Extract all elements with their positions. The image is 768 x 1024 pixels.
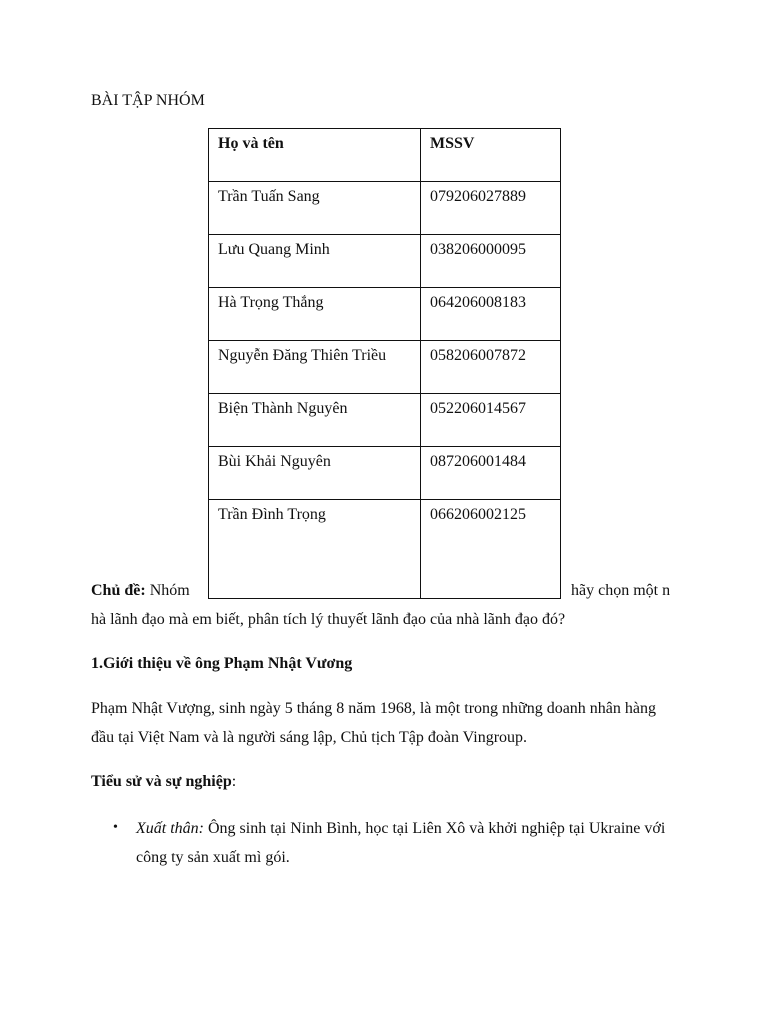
table-header-row [209, 129, 561, 182]
member-name: Biện Thành Nguyên [209, 394, 421, 447]
bullet-line-continued: công ty sản xuất mì gói. [136, 849, 290, 866]
bullet-line [136, 820, 665, 838]
table-row [209, 341, 561, 394]
members-table [208, 128, 561, 599]
bullet-text: Ông sinh tại Ninh Bình, học tại Liên Xô và khởi nghiệp tại Ukraine với [204, 820, 666, 837]
member-name: Nguyễn Đăng Thiên Triều [209, 341, 421, 394]
member-id: 087206001484 [421, 447, 561, 500]
member-name: Trần Đình Trọng [209, 500, 421, 599]
table-row [209, 447, 561, 500]
member-id: 064206008183 [421, 288, 561, 341]
document-title: BÀI TẬP NHÓM [91, 92, 205, 109]
bio-heading [91, 773, 236, 791]
bullet-marker: • [113, 820, 118, 835]
table-row [209, 288, 561, 341]
bio-heading-colon: : [231, 773, 237, 790]
table-row [209, 500, 561, 599]
topic-text-right: hãy chọn một n [571, 582, 671, 599]
bio-heading-text: Tiểu sử và sự nghiệp [91, 773, 232, 790]
intro-paragraph-line: Phạm Nhật Vượng, sinh ngày 5 tháng 8 năm 1968, là một trong những doanh nhân hàng [91, 700, 656, 717]
table-row [209, 235, 561, 288]
member-id: 066206002125 [421, 500, 561, 599]
member-name: Hà Trọng Thắng [209, 288, 421, 341]
section-heading: 1.Giới thiệu về ông Phạm Nhật Vương [91, 655, 353, 672]
member-id: 052206014567 [421, 394, 561, 447]
table-row [209, 394, 561, 447]
bullet-label: Xuất thân: [136, 820, 204, 837]
member-name: Lưu Quang Minh [209, 235, 421, 288]
member-name: Trần Tuấn Sang [209, 182, 421, 235]
member-name: Bùi Khải Nguyên [209, 447, 421, 500]
member-id: 079206027889 [421, 182, 561, 235]
topic-line [91, 582, 190, 600]
header-name: Họ và tên [209, 129, 421, 182]
member-id: 038206000095 [421, 235, 561, 288]
topic-text-left: Nhóm [145, 582, 190, 599]
topic-label: Chủ đề: [91, 582, 146, 599]
topic-text-continued: hà lãnh đạo mà em biết, phân tích lý thuyết lãnh đạo của nhà lãnh đạo đó? [91, 611, 566, 628]
intro-paragraph-line: đầu tại Việt Nam và là người sáng lập, Chủ tịch Tập đoàn Vingroup. [91, 729, 528, 746]
member-id: 058206007872 [421, 341, 561, 394]
header-mssv: MSSV [421, 129, 561, 182]
table-row [209, 182, 561, 235]
